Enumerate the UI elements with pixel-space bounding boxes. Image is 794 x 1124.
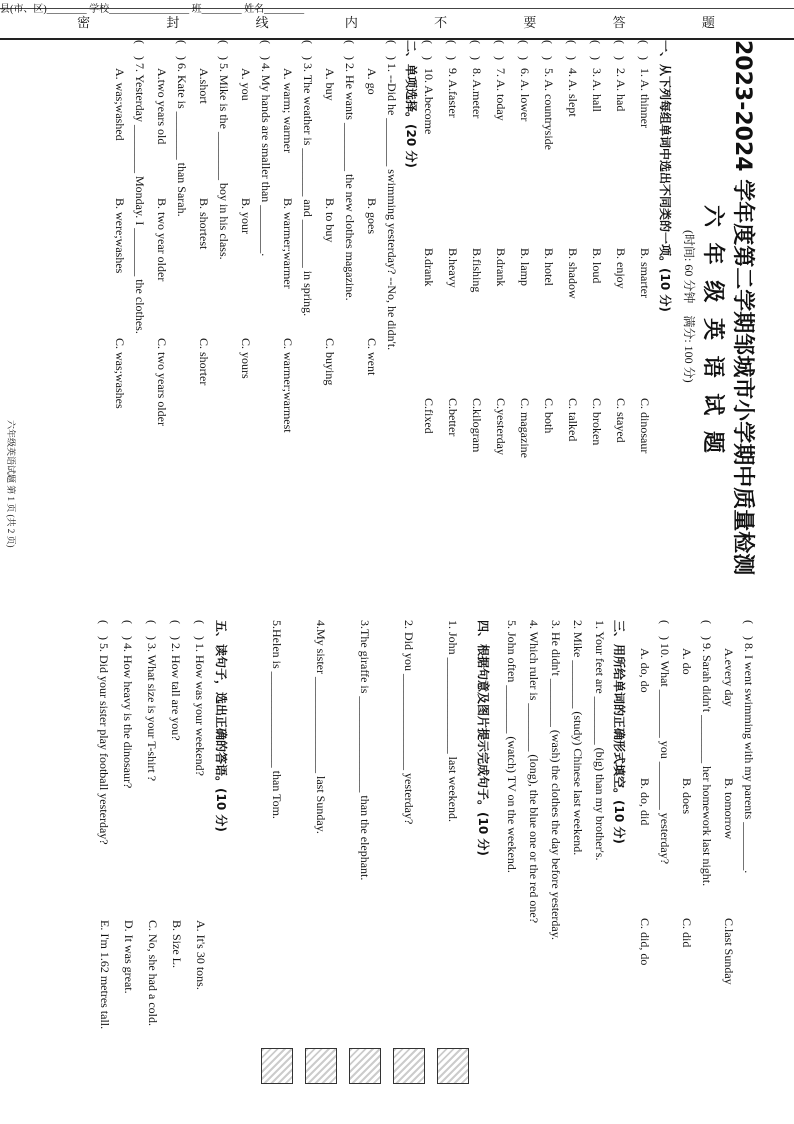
question-line: ( ) 1. --Did he ________ swimming yesterday? --No, he didn't. (385, 40, 399, 351)
match-question: ( ) 1. How was your weekend? (193, 620, 208, 776)
option-c: C. did (680, 918, 694, 948)
picture-sentence: 2. Did you ________________ yesterday? (402, 620, 417, 825)
option-c: C.fixed (422, 398, 437, 434)
answer-paren: ( ) (517, 40, 532, 60)
match-item (165, 620, 189, 1100)
section-3-heading: 三、用所给单词的正确形式填空。(10 分) (612, 620, 626, 844)
option-a: 10. A.become (422, 68, 437, 135)
option-c: C. dinosaur (638, 398, 653, 454)
answer-paren: ( ) (589, 40, 604, 60)
option-b: B.fishing (470, 248, 485, 293)
option-b: B. tomorrow (722, 778, 736, 840)
picture-item (343, 620, 387, 1100)
seal-word: 不 (434, 15, 450, 30)
section-4-list (255, 620, 475, 1100)
page-footer: 六年级英语试题 第 1 页 (共 2 页) (6, 420, 16, 548)
list-item (609, 40, 633, 600)
option-b: B. shortest (197, 198, 211, 250)
option-b: B. enjoy (614, 248, 629, 289)
question-line: ( ) 4. My hands are smaller than ________. (259, 40, 273, 257)
picture-sentence: 5.Helen is ________________ than Tom. (270, 620, 285, 819)
section-5 (93, 620, 230, 1100)
option-b: B. lamp (518, 248, 533, 286)
list-item (585, 40, 609, 600)
fill-in-item: 1. Your feet are ________ (big) than my brother's. (593, 620, 608, 861)
section-4-heading: 四、根据句意及图片提示完成句子。(10 分) (476, 620, 490, 856)
match-item (93, 620, 117, 1100)
option-b: B. your (239, 198, 253, 234)
fill-in-item: 4. Which ruler is ________ (long), the blue one or the red one? (527, 620, 542, 924)
option-b: B. warmer;warmer (281, 198, 295, 289)
options-line (109, 40, 130, 600)
options-line (277, 40, 298, 600)
option-c: C. was;washes (113, 338, 127, 409)
option-b: B. loud (590, 248, 605, 284)
option-b: B.drank (422, 248, 437, 287)
list-item (537, 40, 561, 600)
options-line (151, 40, 172, 600)
section-1-list (417, 40, 657, 600)
options-line (361, 40, 382, 600)
answer-paren: ( ) (469, 40, 484, 60)
picture-hint-icon (393, 1048, 425, 1084)
answer-paren: ( ) (493, 40, 508, 60)
fill-in-item: 5. John often ________ (watch) TV on the weekend. (505, 620, 520, 873)
question-line: ( ) 10. What ________ you ________ yesterday? (658, 620, 672, 865)
list-item (441, 40, 465, 600)
option-b: B.heavy (446, 248, 461, 288)
match-question: ( ) 3. What size is your T-shirt ? (145, 620, 160, 782)
option-b: B. does (680, 778, 694, 814)
list-item (489, 40, 513, 600)
exam-meta: (时间: 60 分钟 满分: 100 分) (682, 230, 696, 383)
fill-in-item: 3. He didn't ________ (wash) the clothes the day before yesterday. (549, 620, 564, 940)
answer-paren: ( ) (637, 40, 652, 60)
option-c: C.kilogram (470, 398, 485, 453)
exam-subtitle: 六 年 级 英 语 试 题 (700, 205, 725, 457)
option-a: 2. A. had (614, 68, 629, 112)
question-line: ( ) 8. I went swimming with my parents ________. (742, 620, 756, 874)
answer-paren: ( ) (421, 40, 436, 60)
exam-sheet (20, 40, 760, 1100)
section-5-list (93, 620, 213, 1100)
picture-sentence: 3.The giraffe is ________________ than the elephant. (358, 620, 373, 881)
picture-item (431, 620, 475, 1100)
option-a: A.short (197, 68, 211, 104)
seal-word: 密 (77, 15, 93, 30)
option-a: 8. A.meter (470, 68, 485, 119)
option-b: B. shadow (566, 248, 581, 299)
list-item (465, 40, 489, 600)
option-a: A. buy (323, 68, 337, 101)
question-line: ( ) 3. The weather is ________ and ________ in spring. (301, 40, 315, 317)
option-b: B. to buy (323, 198, 337, 243)
option-c: C. buying (323, 338, 337, 386)
option-a: 6. A. lower (518, 68, 533, 122)
section-1 (417, 40, 674, 600)
section-2 (109, 40, 420, 600)
option-a: 5. A. countryside (542, 68, 557, 150)
option-a: 7. A. today (494, 68, 509, 121)
picture-hint-icon (349, 1048, 381, 1084)
option-a: 4. A. slept (566, 68, 581, 117)
option-c: C. did, do (638, 918, 652, 966)
options-line (676, 620, 697, 1100)
seal-word: 封 (166, 15, 182, 30)
option-c: C. stayed (614, 398, 629, 443)
picture-hint-icon (261, 1048, 293, 1084)
match-item (117, 620, 141, 1100)
seal-word: 题 (701, 15, 717, 30)
option-a: A. do, do (638, 648, 652, 693)
option-c: C.last Sunday (722, 918, 736, 985)
options-line (235, 40, 256, 600)
option-b: B.drank (494, 248, 509, 287)
option-a: 3. A. hall (590, 68, 605, 112)
option-b: B. were;washes (113, 198, 127, 274)
options-line (718, 620, 739, 1100)
exam-title: 2023-2024 学年度第二学期邹城市小学期中质量检测 (730, 40, 755, 576)
match-item (189, 620, 213, 1100)
option-c: C. broken (590, 398, 605, 446)
picture-sentence: 1. John ________________ last weekend. (446, 620, 461, 822)
answer-paren: ( ) (613, 40, 628, 60)
seal-word: 要 (523, 15, 539, 30)
section-3-list (501, 620, 611, 1100)
list-item (513, 40, 537, 600)
section-2-list (109, 40, 403, 600)
match-question: ( ) 4. How heavy is the dinosaur? (121, 620, 136, 789)
match-question: ( ) 2. How tall are you? (169, 620, 184, 741)
option-a: A. you (239, 68, 253, 101)
seal-word: 答 (612, 15, 628, 30)
picture-hint-icon (437, 1048, 469, 1084)
picture-item (255, 620, 299, 1100)
option-c: C. warmer;warmest (281, 338, 295, 433)
question-line: ( ) 5. Mike is the ________ boy in his class. (217, 40, 231, 260)
answer-paren: ( ) (565, 40, 580, 60)
match-question: ( ) 5. Did your sister play football yesterday? (97, 620, 112, 845)
section-1-heading: 一、从下列每组单词中选出不同类的一项。(10 分) (658, 40, 672, 312)
seal-strip (0, 0, 794, 40)
option-c: C.yesterday (494, 398, 509, 455)
option-b: B. hotel (542, 248, 557, 286)
match-answer: E. I'm 1.62 metres tall. (98, 920, 113, 1030)
option-c: C. went (365, 338, 379, 376)
picture-hint-icon (305, 1048, 337, 1084)
option-c: C. talked (566, 398, 581, 442)
option-a: A. go (365, 68, 379, 95)
options-line (319, 40, 340, 600)
question-line: ( ) 9. Sarah didn't ________ her homework last night. (700, 620, 714, 887)
option-c: C. both (542, 398, 557, 434)
option-a: 1. A. thinner (638, 68, 653, 128)
list-item (633, 40, 657, 600)
seal-words (0, 12, 794, 31)
option-a: A.two years old (155, 68, 169, 145)
question-line: ( ) 7. Yesterday ________ Monday. I ________ the clothes. (133, 40, 147, 334)
list-item (417, 40, 441, 600)
picture-item (299, 620, 343, 1100)
section-4 (255, 620, 492, 1100)
section-2-heading: 二、单项选择。(20 分) (404, 40, 418, 168)
option-c: C. magazine (518, 398, 533, 458)
option-a: A. was;washed (113, 68, 127, 141)
question-line: ( ) 6. Kate is ________ than Sarah. (175, 40, 189, 217)
match-answer: D. It was great. (122, 920, 137, 994)
option-b: B. goes (365, 198, 379, 234)
seal-word: 线 (255, 15, 271, 30)
list-item (561, 40, 585, 600)
section-5-heading: 五、读句子，选出正确的答语。(10 分) (214, 620, 228, 832)
option-b: B. do, did (638, 778, 652, 826)
seal-word: 内 (344, 15, 360, 30)
picture-sentence: 4.My sister ________________ last Sunday. (314, 620, 329, 834)
fill-in-item: 2. Mike ________ (study) Chinese last weekend. (571, 620, 586, 856)
match-item (141, 620, 165, 1100)
seal-top-fields: 县(市、区)________ 学校________________ 班________ 姓名________ (0, 0, 794, 9)
option-b: B. two year older (155, 198, 169, 282)
option-a: A.every day (722, 648, 736, 707)
options-line (634, 620, 655, 1100)
picture-item (387, 620, 431, 1100)
option-a: A. warm; warmer (281, 68, 295, 153)
option-c: C.better (446, 398, 461, 437)
section-3 (501, 620, 628, 1100)
question-line: ( ) 2. He wants ________ the new clothes magazine. (343, 40, 357, 301)
option-a: A. do (680, 648, 694, 675)
match-answer: A. It's 30 tons. (194, 920, 209, 990)
answer-paren: ( ) (541, 40, 556, 60)
match-answer: B. Size L. (170, 920, 185, 968)
answer-paren: ( ) (445, 40, 460, 60)
option-a: 9. A.faster (446, 68, 461, 118)
options-line (193, 40, 214, 600)
option-c: C. two years older (155, 338, 169, 426)
option-c: C. shorter (197, 338, 211, 386)
option-c: C. yours (239, 338, 253, 379)
match-answer: C. No, she had a cold. (146, 920, 161, 1026)
section-2-continued (634, 620, 760, 1100)
option-b: B. smarter (638, 248, 653, 298)
